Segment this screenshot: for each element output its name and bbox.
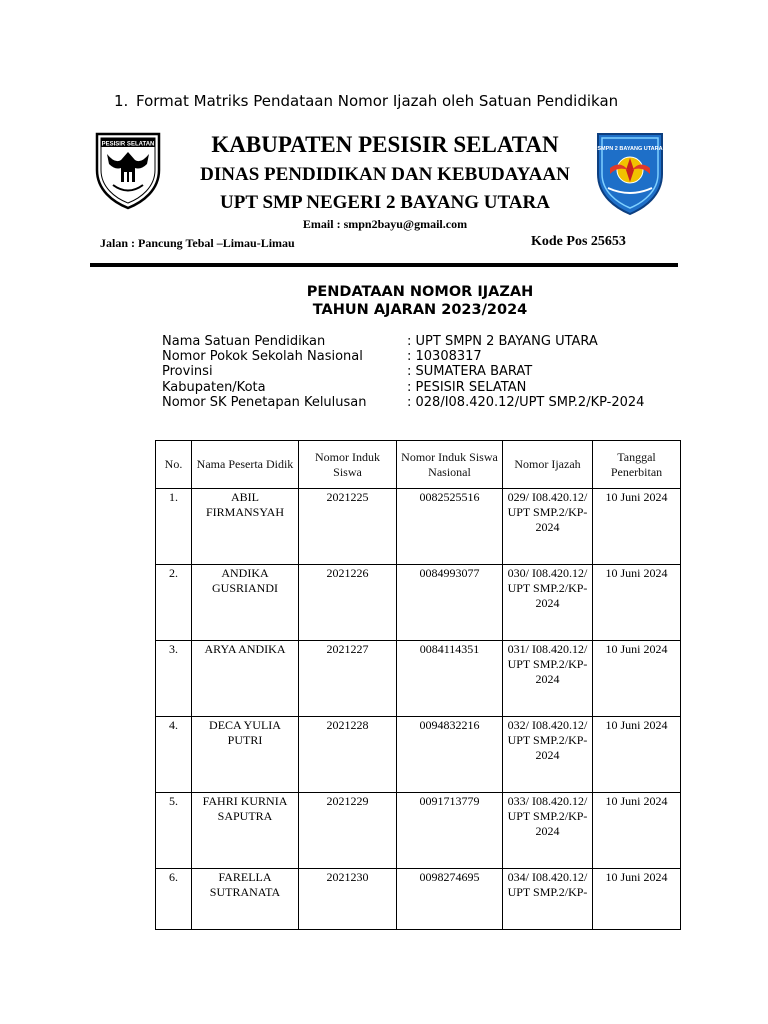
cell-nisn: 0084114351: [397, 641, 503, 717]
cell-tanggal: 10 Juni 2024: [593, 489, 681, 565]
table-row: [156, 717, 681, 793]
cell-ijazah: [503, 869, 593, 930]
cell-nis: 2021227: [299, 641, 397, 717]
info-row: [162, 334, 644, 349]
header-nisn: Nomor Induk Siswa Nasional: [397, 441, 503, 489]
pesisir-selatan-logo: [93, 130, 163, 210]
cell-ijazah: 031/ I08.420.12/ UPT SMP.2/KP-2024: [503, 641, 593, 717]
ijazah-table: [155, 440, 681, 930]
school-logo: [592, 128, 668, 216]
cell-no: 5.: [156, 793, 192, 869]
letterhead-postcode: Kode Pos 25653: [531, 234, 626, 249]
letterhead-divider: [90, 263, 678, 267]
info-value: : 10308317: [407, 349, 482, 365]
cell-tanggal: 10 Juni 2024: [593, 869, 681, 930]
letterhead-department: DINAS PENDIDIKAN DAN KEBUDAYAAN: [200, 164, 570, 185]
cell-nama: ANDIKA GUSRIANDI: [192, 565, 299, 641]
header-no: No.: [156, 441, 192, 489]
svg-text:PESISIR SELATAN: PESISIR SELATAN: [101, 141, 155, 148]
table-row: [156, 793, 681, 869]
cell-nisn: 0091713779: [397, 793, 503, 869]
cell-tanggal: 10 Juni 2024: [593, 717, 681, 793]
document-subtitle: TAHUN AJARAN 2023/2024: [312, 302, 528, 318]
cell-nis: 2021229: [299, 793, 397, 869]
cell-nisn: 0098274695: [397, 869, 503, 930]
table-row: [156, 565, 681, 641]
info-value: : SUMATERA BARAT: [407, 364, 533, 380]
cell-tanggal: 10 Juni 2024: [593, 793, 681, 869]
table-header-row: [156, 441, 681, 489]
info-row: [162, 364, 644, 379]
section-heading: [114, 92, 618, 110]
info-label: Nama Satuan Pendidikan: [162, 334, 326, 349]
letterhead-regency: KABUPATEN PESISIR SELATAN: [211, 132, 559, 157]
section-heading-text: Format Matriks Pendataan Nomor Ijazah oleh Satuan Pendidikan: [136, 92, 619, 110]
header-tanggal: Tanggal Penerbitan: [593, 441, 681, 489]
cell-ijazah: 030/ I08.420.12/ UPT SMP.2/KP-2024: [503, 565, 593, 641]
cell-nisn: 0082525516: [397, 489, 503, 565]
cell-tanggal: 10 Juni 2024: [593, 641, 681, 717]
cell-no: 6.: [156, 869, 192, 930]
info-row: [162, 380, 644, 395]
cell-nama: DECA YULIA PUTRI: [192, 717, 299, 793]
info-row: [162, 395, 644, 410]
section-number: 1.: [114, 92, 129, 110]
cell-no: 1.: [156, 489, 192, 565]
cell-nis: 2021225: [299, 489, 397, 565]
cell-no: 2.: [156, 565, 192, 641]
cell-nama: FAHRI KURNIA SAPUTRA: [192, 793, 299, 869]
cell-ijazah: 029/ I08.420.12/ UPT SMP.2/KP-2024: [503, 489, 593, 565]
cell-ijazah: 032/ I08.420.12/ UPT SMP.2/KP-2024: [503, 717, 593, 793]
cell-nis: 2021228: [299, 717, 397, 793]
table-row: [156, 489, 681, 565]
cell-nisn: 0094832216: [397, 717, 503, 793]
letterhead-school: UPT SMP NEGERI 2 BAYANG UTARA: [220, 192, 550, 213]
info-label: Nomor SK Penetapan Kelulusan: [162, 394, 367, 410]
info-label: Provinsi: [162, 364, 213, 380]
info-value: : 028/I08.420.12/UPT SMP.2/KP-2024: [407, 394, 645, 410]
table-row: [156, 641, 681, 717]
cell-ijazah-text: 034/ I08.420.12/ UPT SMP.2/KP-: [507, 870, 588, 899]
header-ijazah: Nomor Ijazah: [503, 441, 593, 489]
letterhead-address: Jalan : Pancung Tebal –Limau-Limau: [100, 236, 295, 250]
cell-tanggal: 10 Juni 2024: [593, 565, 681, 641]
table-row: [156, 869, 681, 930]
cell-nisn: 0084993077: [397, 565, 503, 641]
header-nama: Nama Peserta Didik: [192, 441, 299, 489]
cell-nama: FARELLA SUTRANATA: [192, 869, 299, 930]
info-value: : PESISIR SELATAN: [407, 379, 527, 395]
document-title: PENDATAAN NOMOR IJAZAH: [306, 284, 534, 300]
cell-no: 4.: [156, 717, 192, 793]
info-row: [162, 349, 644, 364]
info-label: Nomor Pokok Sekolah Nasional: [162, 349, 363, 365]
cell-nis: 2021226: [299, 565, 397, 641]
letterhead-email: Email : smpn2bayu@gmail.com: [302, 217, 468, 231]
info-label: Kabupaten/Kota: [162, 379, 266, 395]
svg-text:SMPN 2 BAYANG UTARA: SMPN 2 BAYANG UTARA: [597, 146, 663, 152]
school-info: [162, 334, 644, 410]
cell-no: 3.: [156, 641, 192, 717]
cell-nama: ABIL FIRMANSYAH: [192, 489, 299, 565]
header-nis: Nomor Induk Siswa: [299, 441, 397, 489]
cell-nama: ARYA ANDIKA: [192, 641, 299, 717]
cell-nis: 2021230: [299, 869, 397, 930]
cell-ijazah: 033/ I08.420.12/ UPT SMP.2/KP-2024: [503, 793, 593, 869]
info-value: : UPT SMPN 2 BAYANG UTARA: [407, 334, 598, 349]
